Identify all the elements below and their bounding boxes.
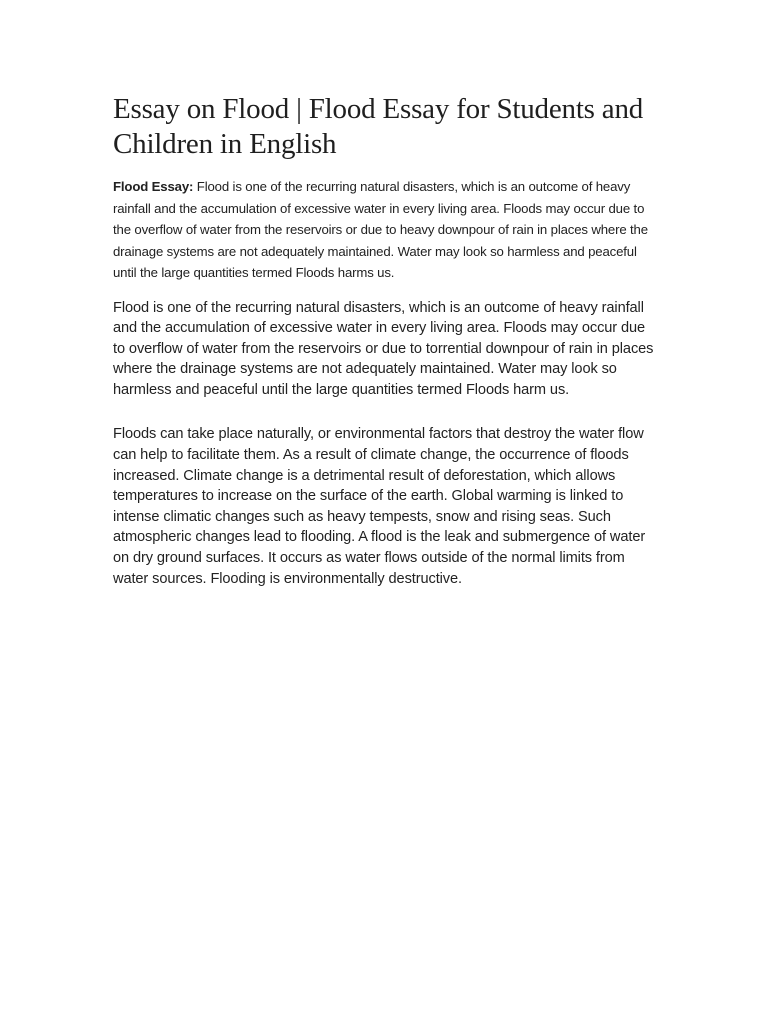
intro-paragraph [113, 176, 658, 284]
intro-label: Flood Essay: [113, 179, 194, 194]
body-paragraph-1: Flood is one of the recurring natural disasters, which is an outcome of heavy rainfall and the accumulation of excessive water in every living area. Floods may occur due to overflow of water from the reservoirs or due to torrential downpour of rain in places where the drainage systems are not adequately maintained. Water may look so harmless and peaceful until the large quantities termed Floods harm us. [113, 299, 654, 398]
intro-text: Flood is one of the recurring natural disasters, which is an outcome of heavy rainfall and the accumulation of excessive water in every living area. Floods may occur due to the overflow of water from the reservoirs or due to heavy downpour of rain in places where the drainage systems are not adequately maintained. Water may look so harmless and peaceful until the large quantities termed Floods harms us. [113, 179, 648, 280]
document-page [113, 92, 658, 613]
page-title: Essay on Flood | Flood Essay for Students and Children in English [113, 93, 644, 160]
body-paragraph-2: Floods can take place naturally, or environmental factors that destroy the water flow can help to facilitate them. As a result of climate change, the occurrence of floods increased. Climate change is a detrimental result of deforestation, which allows temperatures to increase on the surface of the earth. Global warming is linked to intense climatic changes such as heavy tempests, snow and rising seas. Such atmospheric changes lead to flooding. A flood is the leak and submergence of water on dry ground surfaces. It occurs as water flows outside of the normal limits from water sources. Flooding is environmentally destructive. [113, 426, 646, 587]
